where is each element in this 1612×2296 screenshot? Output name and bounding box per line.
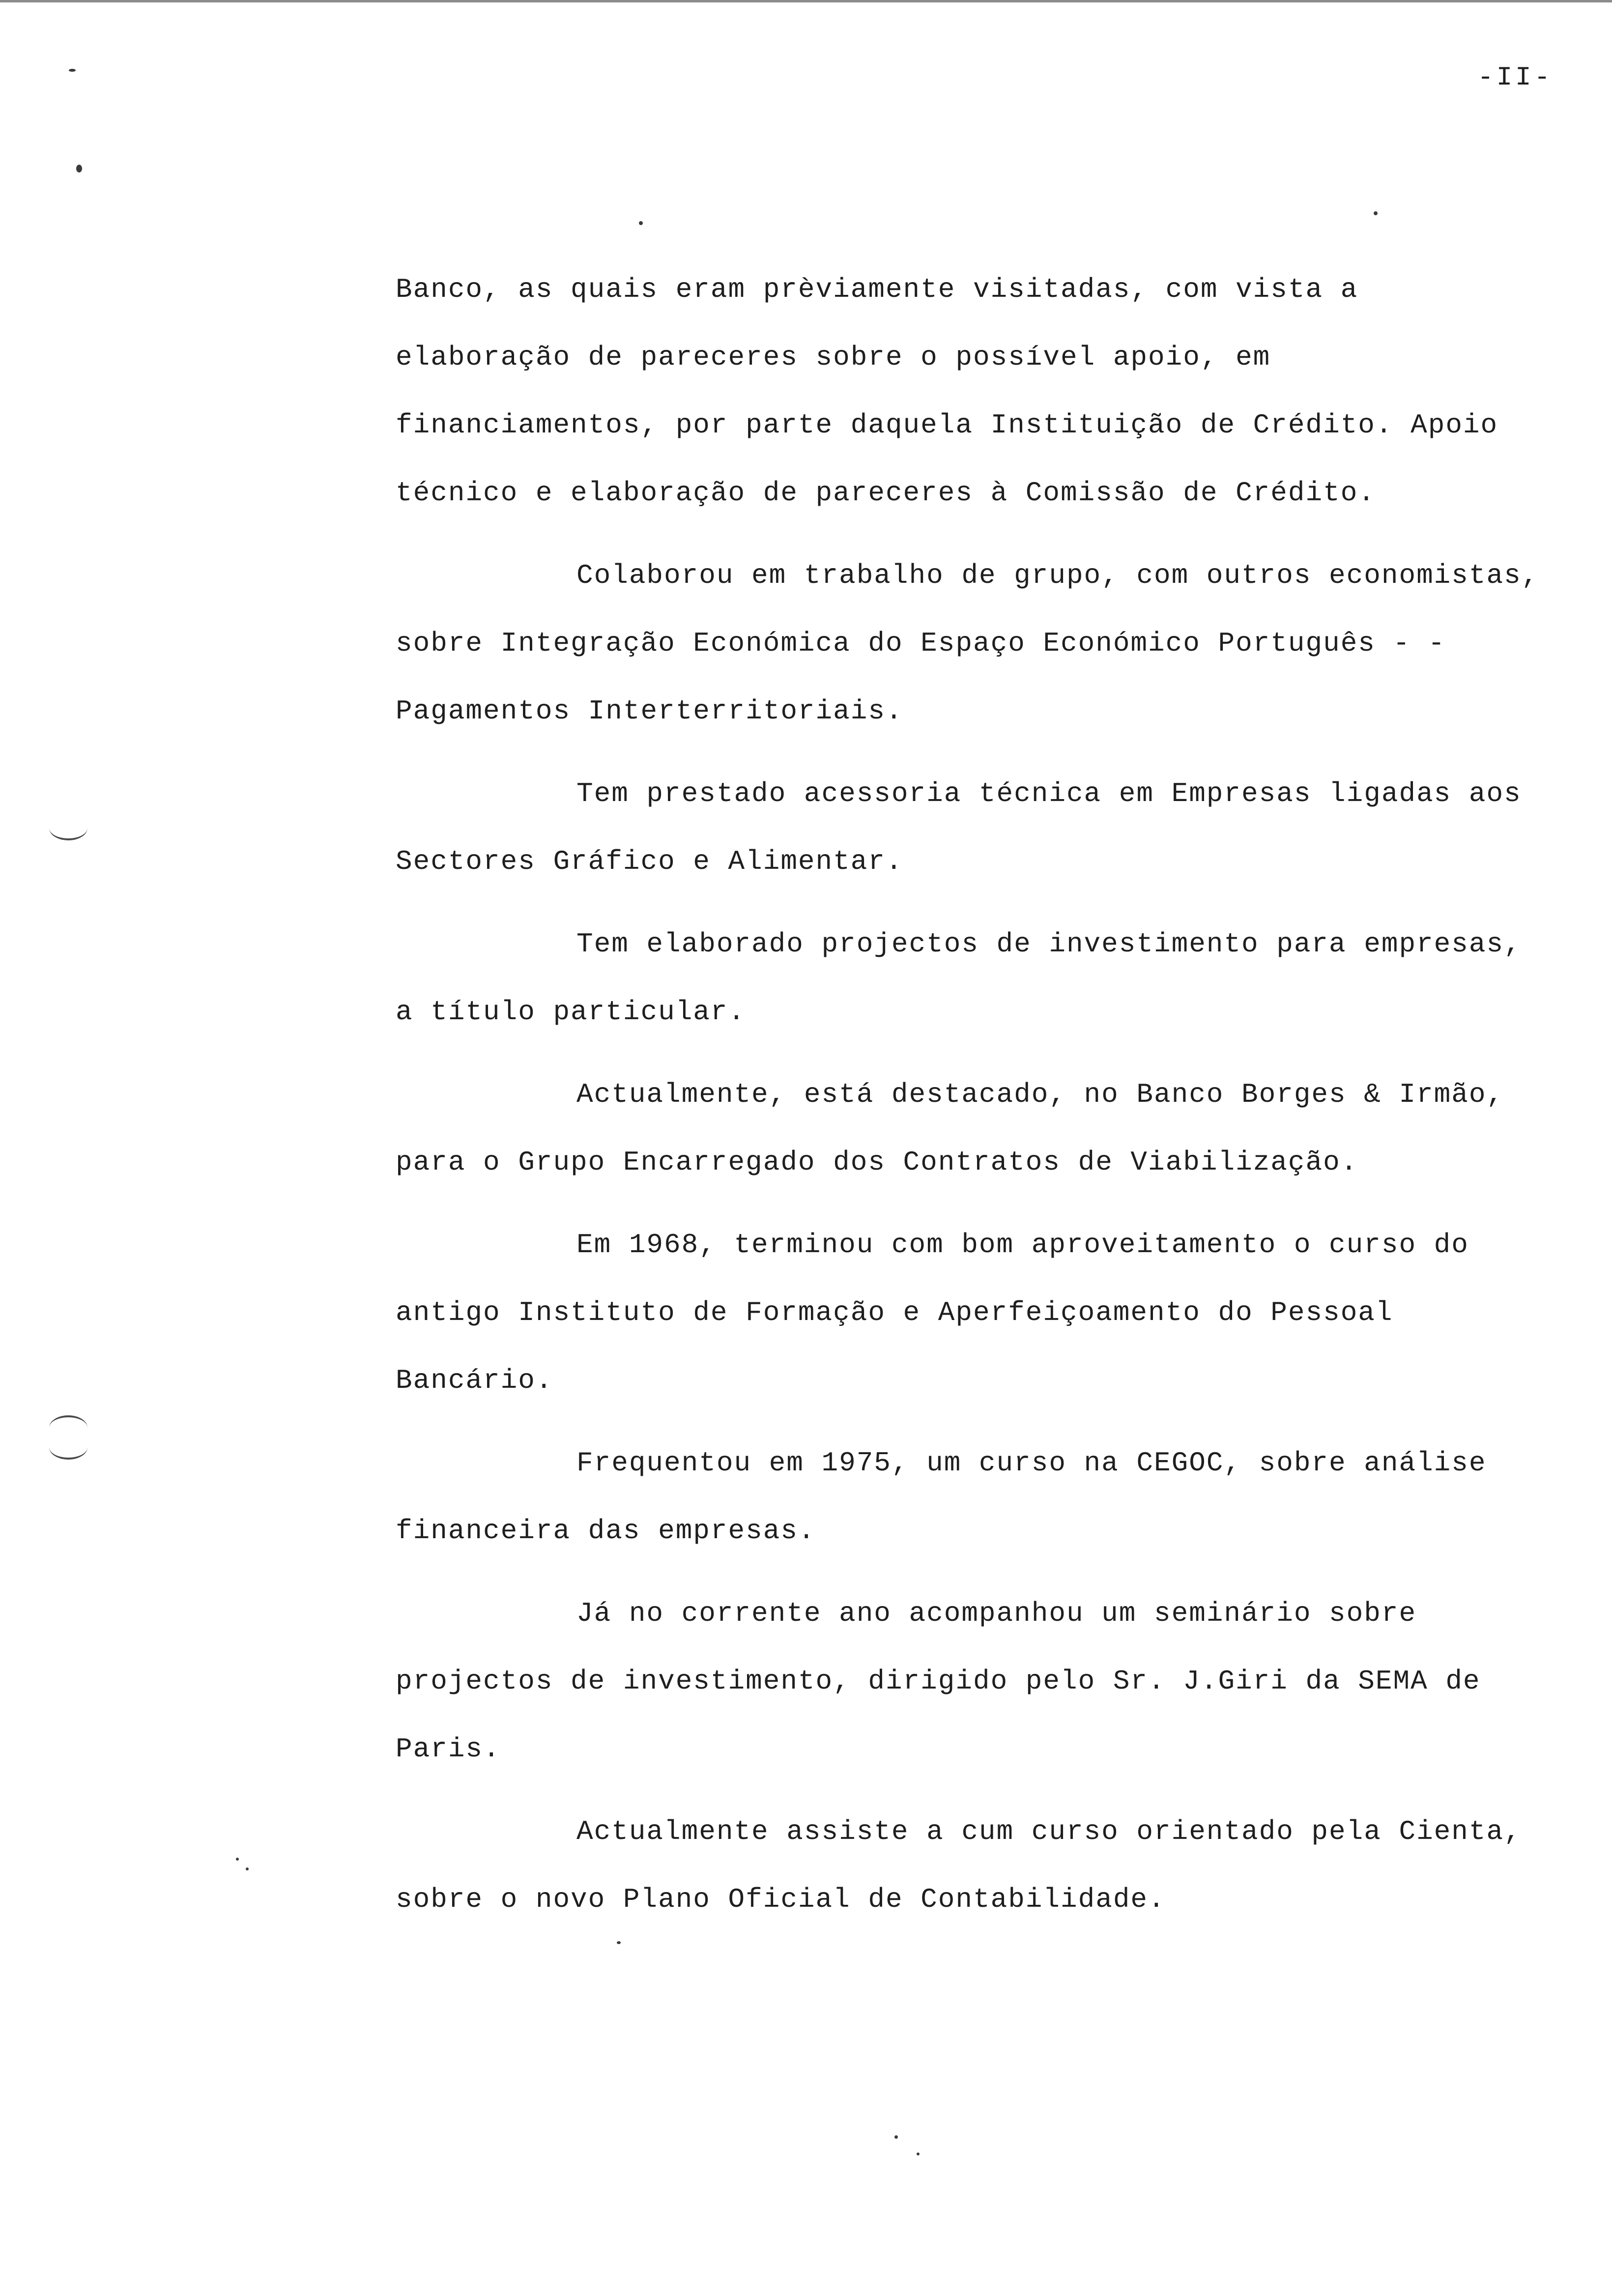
paragraph-cegoc-course: Frequentou em 1975, um curso na CEGOC, sobre análise financeira das empresas.: [396, 1447, 1487, 1547]
scan-speck: [236, 1858, 239, 1861]
paragraph-current-assignment: Actualmente, está destacado, no Banco Borges & Irmão, para o Grupo Encarregado dos Contratos de Viabilização.: [396, 1079, 1504, 1178]
scan-speck: [69, 69, 76, 72]
binder-hole-mark: [49, 816, 87, 840]
paragraph-technical-advisory: Tem prestado acessoria técnica em Empresas ligadas aos Sectores Gráfico e Alimentar.: [396, 778, 1522, 877]
scan-speck: [639, 221, 643, 225]
paragraph-continuation: Banco, as quais eram prèviamente visitadas, com vista a elaboração de pareceres sobre o possível apoio, em financiamentos, por parte daquela Instituição de Crédito. Apoio técnico e elaboração de pareceres à Comissão de Crédito.: [396, 274, 1498, 509]
scan-speck: [246, 1867, 249, 1870]
page-top-edge: [0, 0, 1612, 2]
scan-speck: [617, 1941, 621, 1944]
paragraph-accounting-course: Actualmente assiste a cum curso orientado pela Cienta, sobre o novo Plano Oficial de Contabilidade.: [396, 1816, 1522, 1915]
paragraph-banking-course: Em 1968, terminou com bom aproveitamento o curso do antigo Instituto de Formação e Aperfeiçoamento do Pessoal Bancário.: [396, 1229, 1469, 1396]
paragraph-seminar: Já no corrente ano acompanhou um seminário sobre projectos de investimento, dirigido pelo Sr. J.Giri da SEMA de Paris.: [396, 1598, 1481, 1765]
paragraph-investment-projects: Tem elaborado projectos de investimento para empresas, a título particular.: [396, 928, 1522, 1028]
document-body: [396, 256, 1546, 1948]
scan-speck: [894, 2135, 898, 2139]
scan-speck: [1374, 211, 1378, 215]
binder-hole-mark: [49, 1435, 87, 1460]
paragraph-group-work: Colaborou em trabalho de grupo, com outros economistas, sobre Integração Económica do Espaço Económico Português - - Pagamentos Interterritoriais.: [396, 560, 1539, 727]
page-number: -II-: [1477, 63, 1553, 93]
scan-speck: [76, 165, 82, 172]
scan-speck: [917, 2152, 920, 2155]
